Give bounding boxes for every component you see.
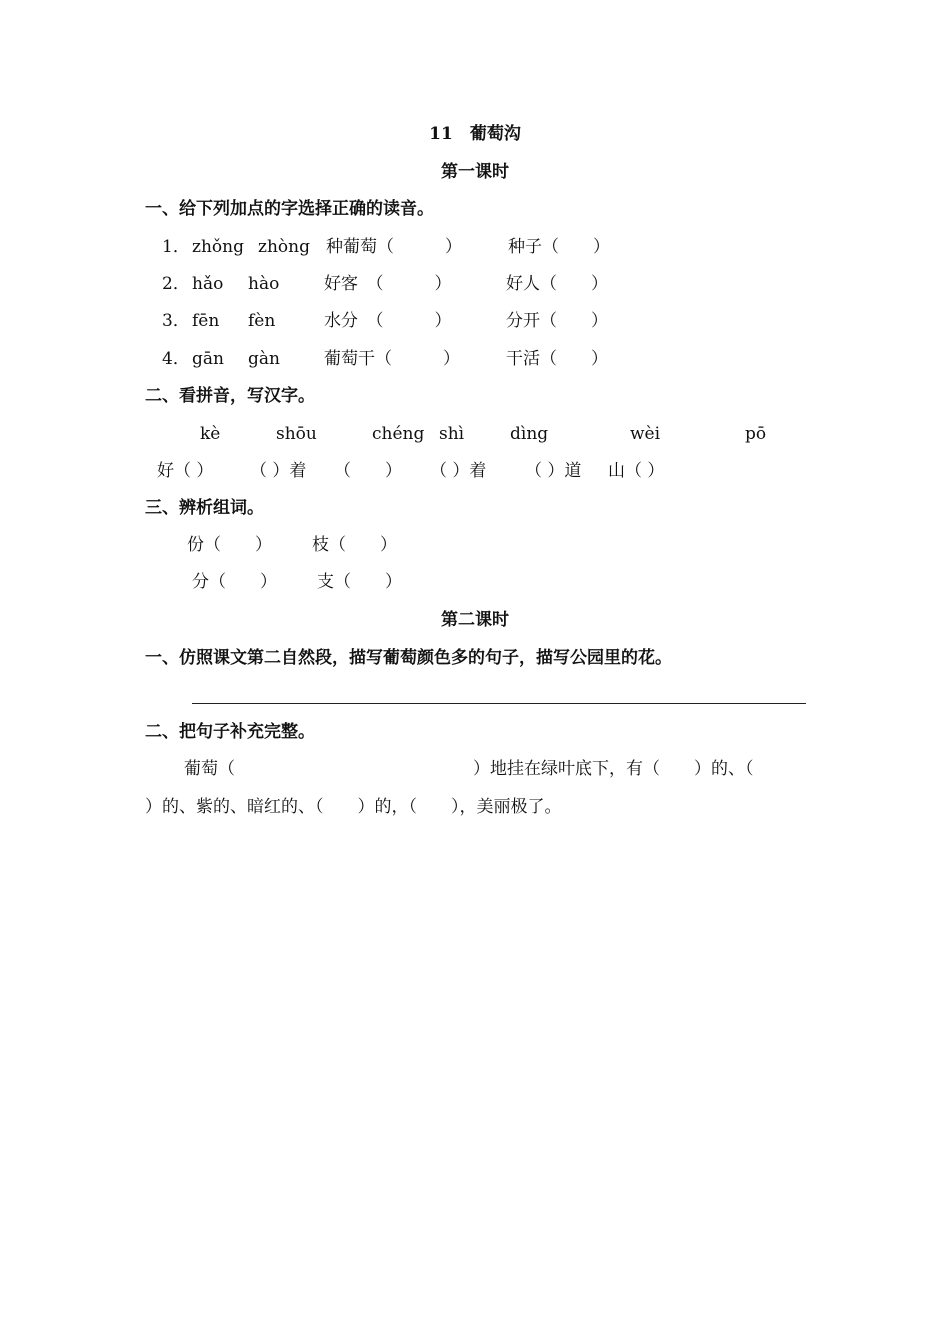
word-group-blank[interactable]: 份（ ） [187,535,272,555]
lesson1-q2-title: 二、看拼音，写汉字。 [145,386,315,406]
lesson1-heading: 第一课时 [441,162,509,182]
pinyin-option-b: gàn [248,349,280,369]
lesson2-q1-title: 一、仿照课文第二自然段，描写葡萄颜色多的句子，描写公园里的花。 [145,648,672,668]
word-blank-b[interactable]: 种子（ ） [508,237,610,257]
lesson1-q3-title: 三、辨析组词。 [145,498,264,518]
word-group-blank[interactable]: 分（ ） [192,572,277,592]
hanzi-blank[interactable]: （ ）道 [525,461,582,481]
word-blank-b[interactable]: 好人（ ） [506,274,608,294]
sentence-line-1[interactable]: 葡萄（ ）地挂在绿叶底下，有（ ）的、（ [184,759,754,779]
word-blank-a[interactable]: 好客 （ ） [324,274,452,294]
word-blank-b[interactable]: 干活（ ） [506,349,608,369]
lesson2-q2-title: 二、把句子补充完整。 [145,722,315,742]
worksheet-title: 11 葡萄沟 [429,124,521,144]
pinyin-option-a: fēn [192,311,220,331]
row-number: 1． [162,237,190,257]
word-blank-b[interactable]: 分开（ ） [506,311,608,331]
hanzi-blank[interactable]: （ ）着 [250,461,307,481]
row-number: 3． [162,311,190,331]
hanzi-blank[interactable]: 山（ ） [608,461,665,481]
word-group-blank[interactable]: 枝（ ） [312,535,397,555]
pinyin-option-b: hào [248,274,280,294]
answer-line[interactable] [192,703,806,704]
pinyin-item: shì [439,424,465,444]
pinyin-item: dìng [510,424,549,444]
pinyin-option-b: fèn [248,311,276,331]
word-group-blank[interactable]: 支（ ） [317,572,402,592]
pinyin-item: chéng [372,424,425,444]
pinyin-item: kè [200,424,221,444]
word-blank-a[interactable]: 种葡萄（ ） [326,237,462,257]
hanzi-blank[interactable]: （ ） [334,461,402,481]
pinyin-item: wèi [630,424,661,444]
row-number: 2． [162,274,190,294]
pinyin-option-b: zhòng [258,237,310,257]
word-blank-a[interactable]: 葡萄干（ ） [324,349,460,369]
pinyin-option-a: gān [192,349,224,369]
lesson2-heading: 第二课时 [441,610,509,630]
pinyin-item: pō [745,424,767,444]
lesson1-q1-title: 一、给下列加点的字选择正确的读音。 [145,199,434,219]
pinyin-item: shōu [276,424,317,444]
pinyin-option-a: zhǒng [192,237,244,257]
pinyin-option-a: hǎo [192,274,224,294]
hanzi-blank[interactable]: （ ）着 [430,461,487,481]
sentence-line-2[interactable]: ）的、紫的、暗红的、（ ）的，（ ），美丽极了。 [145,797,562,817]
hanzi-blank[interactable]: 好（ ） [157,461,214,481]
row-number: 4． [162,349,190,369]
word-blank-a[interactable]: 水分 （ ） [324,311,452,331]
